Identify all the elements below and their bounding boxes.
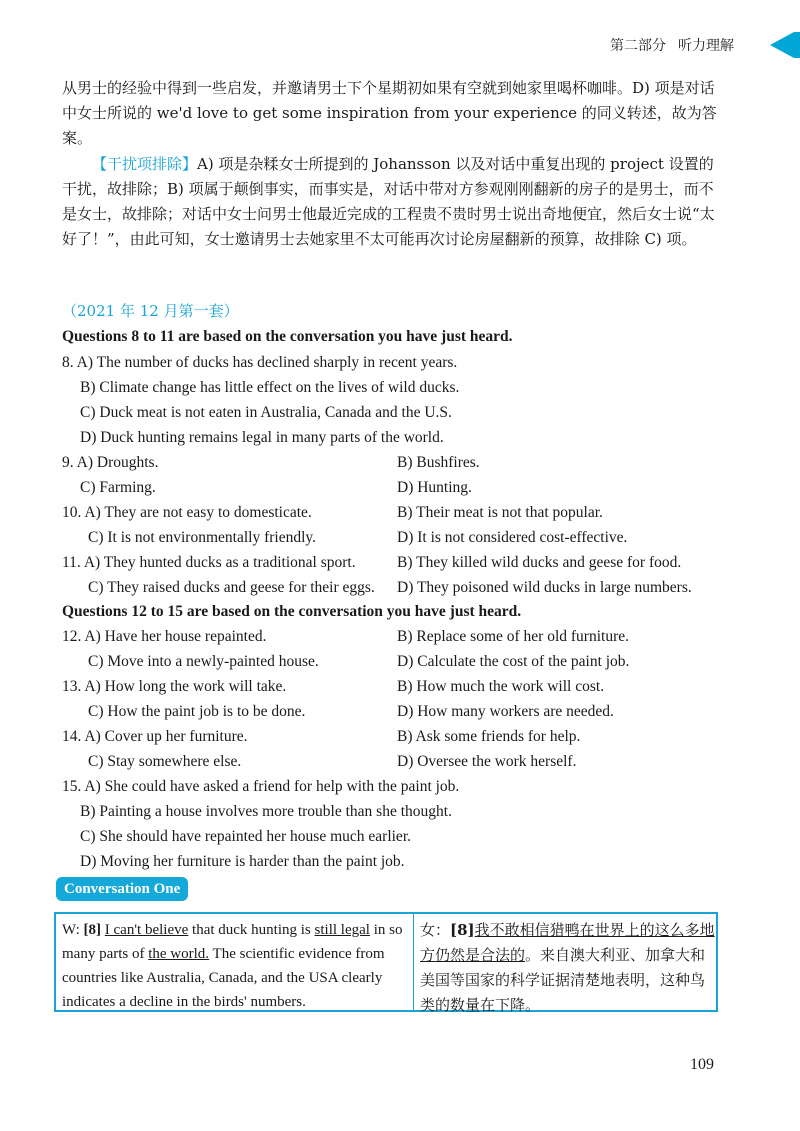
q12-option-c: C) Move into a newly-painted house. <box>88 653 319 670</box>
q8-option-c: C) Duck meat is not eaten in Australia, Canada and the U.S. <box>80 404 452 421</box>
question-mark-8-cn: [8] <box>450 921 475 939</box>
header-arrow-icon <box>770 32 794 58</box>
distractor-text: A) 项是杂糅女士所提到的 Johansson 以及对话中重复出现的 project 设置的干扰，故排除；B) 项属于颠倒事实，而事实是，对话中带对方参观刚刚翻新的房子的是男士，而不是女士，故排除；对话中女士问男士他最近完成的工程贵不贵时男士说出奇地便宜，然后女士说“太好了！”，由此可知，女士邀请男士去她家里不太可能再次讨论房屋翻新的预算，故排除 C) 项。 <box>62 155 715 248</box>
conversation-divider <box>413 914 414 1010</box>
transcript-text-3: The scientific evidence from countries like Australia, Canada, and the USA clearly indicates a decline in the birds' numbers. <box>62 946 385 1010</box>
q11-option-a: 11. A) They hunted ducks as a traditional sport. <box>62 554 356 571</box>
key-phrase-2: still legal <box>314 922 370 938</box>
speaker-label-cn: 女： <box>420 921 451 939</box>
group-2-header: Questions 12 to 15 are based on the conversation you have just heard. <box>62 603 522 620</box>
q8-option-b: B) Climate change has little effect on the lives of wild ducks. <box>80 379 460 396</box>
group-1-header: Questions 8 to 11 are based on the conversation you have just heard. <box>62 328 513 345</box>
analysis-paragraph-1: 从男士的经验中得到一些启发，并邀请男士下个星期初如果有空就到她家里喝杯咖啡。D) 项是对话中女士所说的 we'd love to get some inspiration from your experience 的同义转述，故为答案。 <box>62 79 717 147</box>
section-label: 第二部分 <box>610 38 666 54</box>
q13-option-c: C) How the paint job is to be done. <box>88 703 306 720</box>
q12-option-a: 12. A) Have her house repainted. <box>62 628 267 645</box>
q9-option-b: B) Bushfires. <box>397 454 480 471</box>
conversation-badge: Conversation One <box>56 877 188 901</box>
section-title: 听力理解 <box>678 38 734 54</box>
exam-label: （2021 年 12 月第一套） <box>62 302 239 320</box>
key-phrase-1: I can't believe <box>104 922 189 938</box>
q9-option-d: D) Hunting. <box>397 479 472 496</box>
q10-option-c: C) It is not environmentally friendly. <box>88 529 317 546</box>
page-number: 109 <box>690 1056 714 1073</box>
q11-option-c: C) They raised ducks and geese for their eggs. <box>88 579 375 596</box>
transcript-text-1: that duck hunting is <box>188 922 315 938</box>
q15-option-d: D) Moving her furniture is harder than the paint job. <box>80 853 405 870</box>
q11-option-d: D) They poisoned wild ducks in large numbers. <box>397 579 692 596</box>
analysis-paragraph-2 <box>62 152 722 252</box>
q12-option-b: B) Replace some of her old furniture. <box>397 628 629 645</box>
speaker-label: W: <box>62 922 80 938</box>
q14-option-c: C) Stay somewhere else. <box>88 753 242 770</box>
q15-option-c: C) She should have repainted her house much earlier. <box>80 828 411 845</box>
q10-option-a: 10. A) They are not easy to domesticate. <box>62 504 312 521</box>
q11-option-b: B) They killed wild ducks and geese for food. <box>397 554 682 571</box>
key-phrase-3: the world. <box>148 946 210 962</box>
q13-option-d: D) How many workers are needed. <box>397 703 614 720</box>
q8-option-d: D) Duck hunting remains legal in many parts of the world. <box>80 429 444 446</box>
q14-option-d: D) Oversee the work herself. <box>397 753 577 770</box>
q9-option-a: 9. A) Droughts. <box>62 454 159 471</box>
q15-option-a: 15. A) She could have asked a friend for help with the paint job. <box>62 778 460 795</box>
q15-option-b: B) Painting a house involves more trouble than she thought. <box>80 803 452 820</box>
q13-option-a: 13. A) How long the work will take. <box>62 678 287 695</box>
q12-option-d: D) Calculate the cost of the paint job. <box>397 653 630 670</box>
header-accent-bar <box>794 32 800 58</box>
conversation-chinese <box>420 918 716 1018</box>
q9-option-c: C) Farming. <box>80 479 156 496</box>
conversation-english <box>62 918 408 1014</box>
distractor-tag: 【干扰项排除】 <box>92 155 198 173</box>
q10-option-b: B) Their meat is not that popular. <box>397 504 603 521</box>
key-phrase-cn: 我不敢相信猎鸭在世界上的这么多地方仍然是合法的 <box>420 921 715 964</box>
q10-option-d: D) It is not considered cost-effective. <box>397 529 628 546</box>
transcript-text-cn: 。来自澳大利亚、加拿大和美国等国家的科学证据清楚地表明，这种鸟类的数量在下降。 <box>420 946 706 1014</box>
transcript-text-2: in so many parts of <box>62 922 403 962</box>
q8-option-a: 8. A) The number of ducks has declined sharply in recent years. <box>62 354 458 371</box>
q14-option-b: B) Ask some friends for help. <box>397 728 581 745</box>
section-header <box>610 34 772 56</box>
q14-option-a: 14. A) Cover up her furniture. <box>62 728 248 745</box>
question-mark-8: [8] <box>83 922 102 938</box>
q13-option-b: B) How much the work will cost. <box>397 678 605 695</box>
